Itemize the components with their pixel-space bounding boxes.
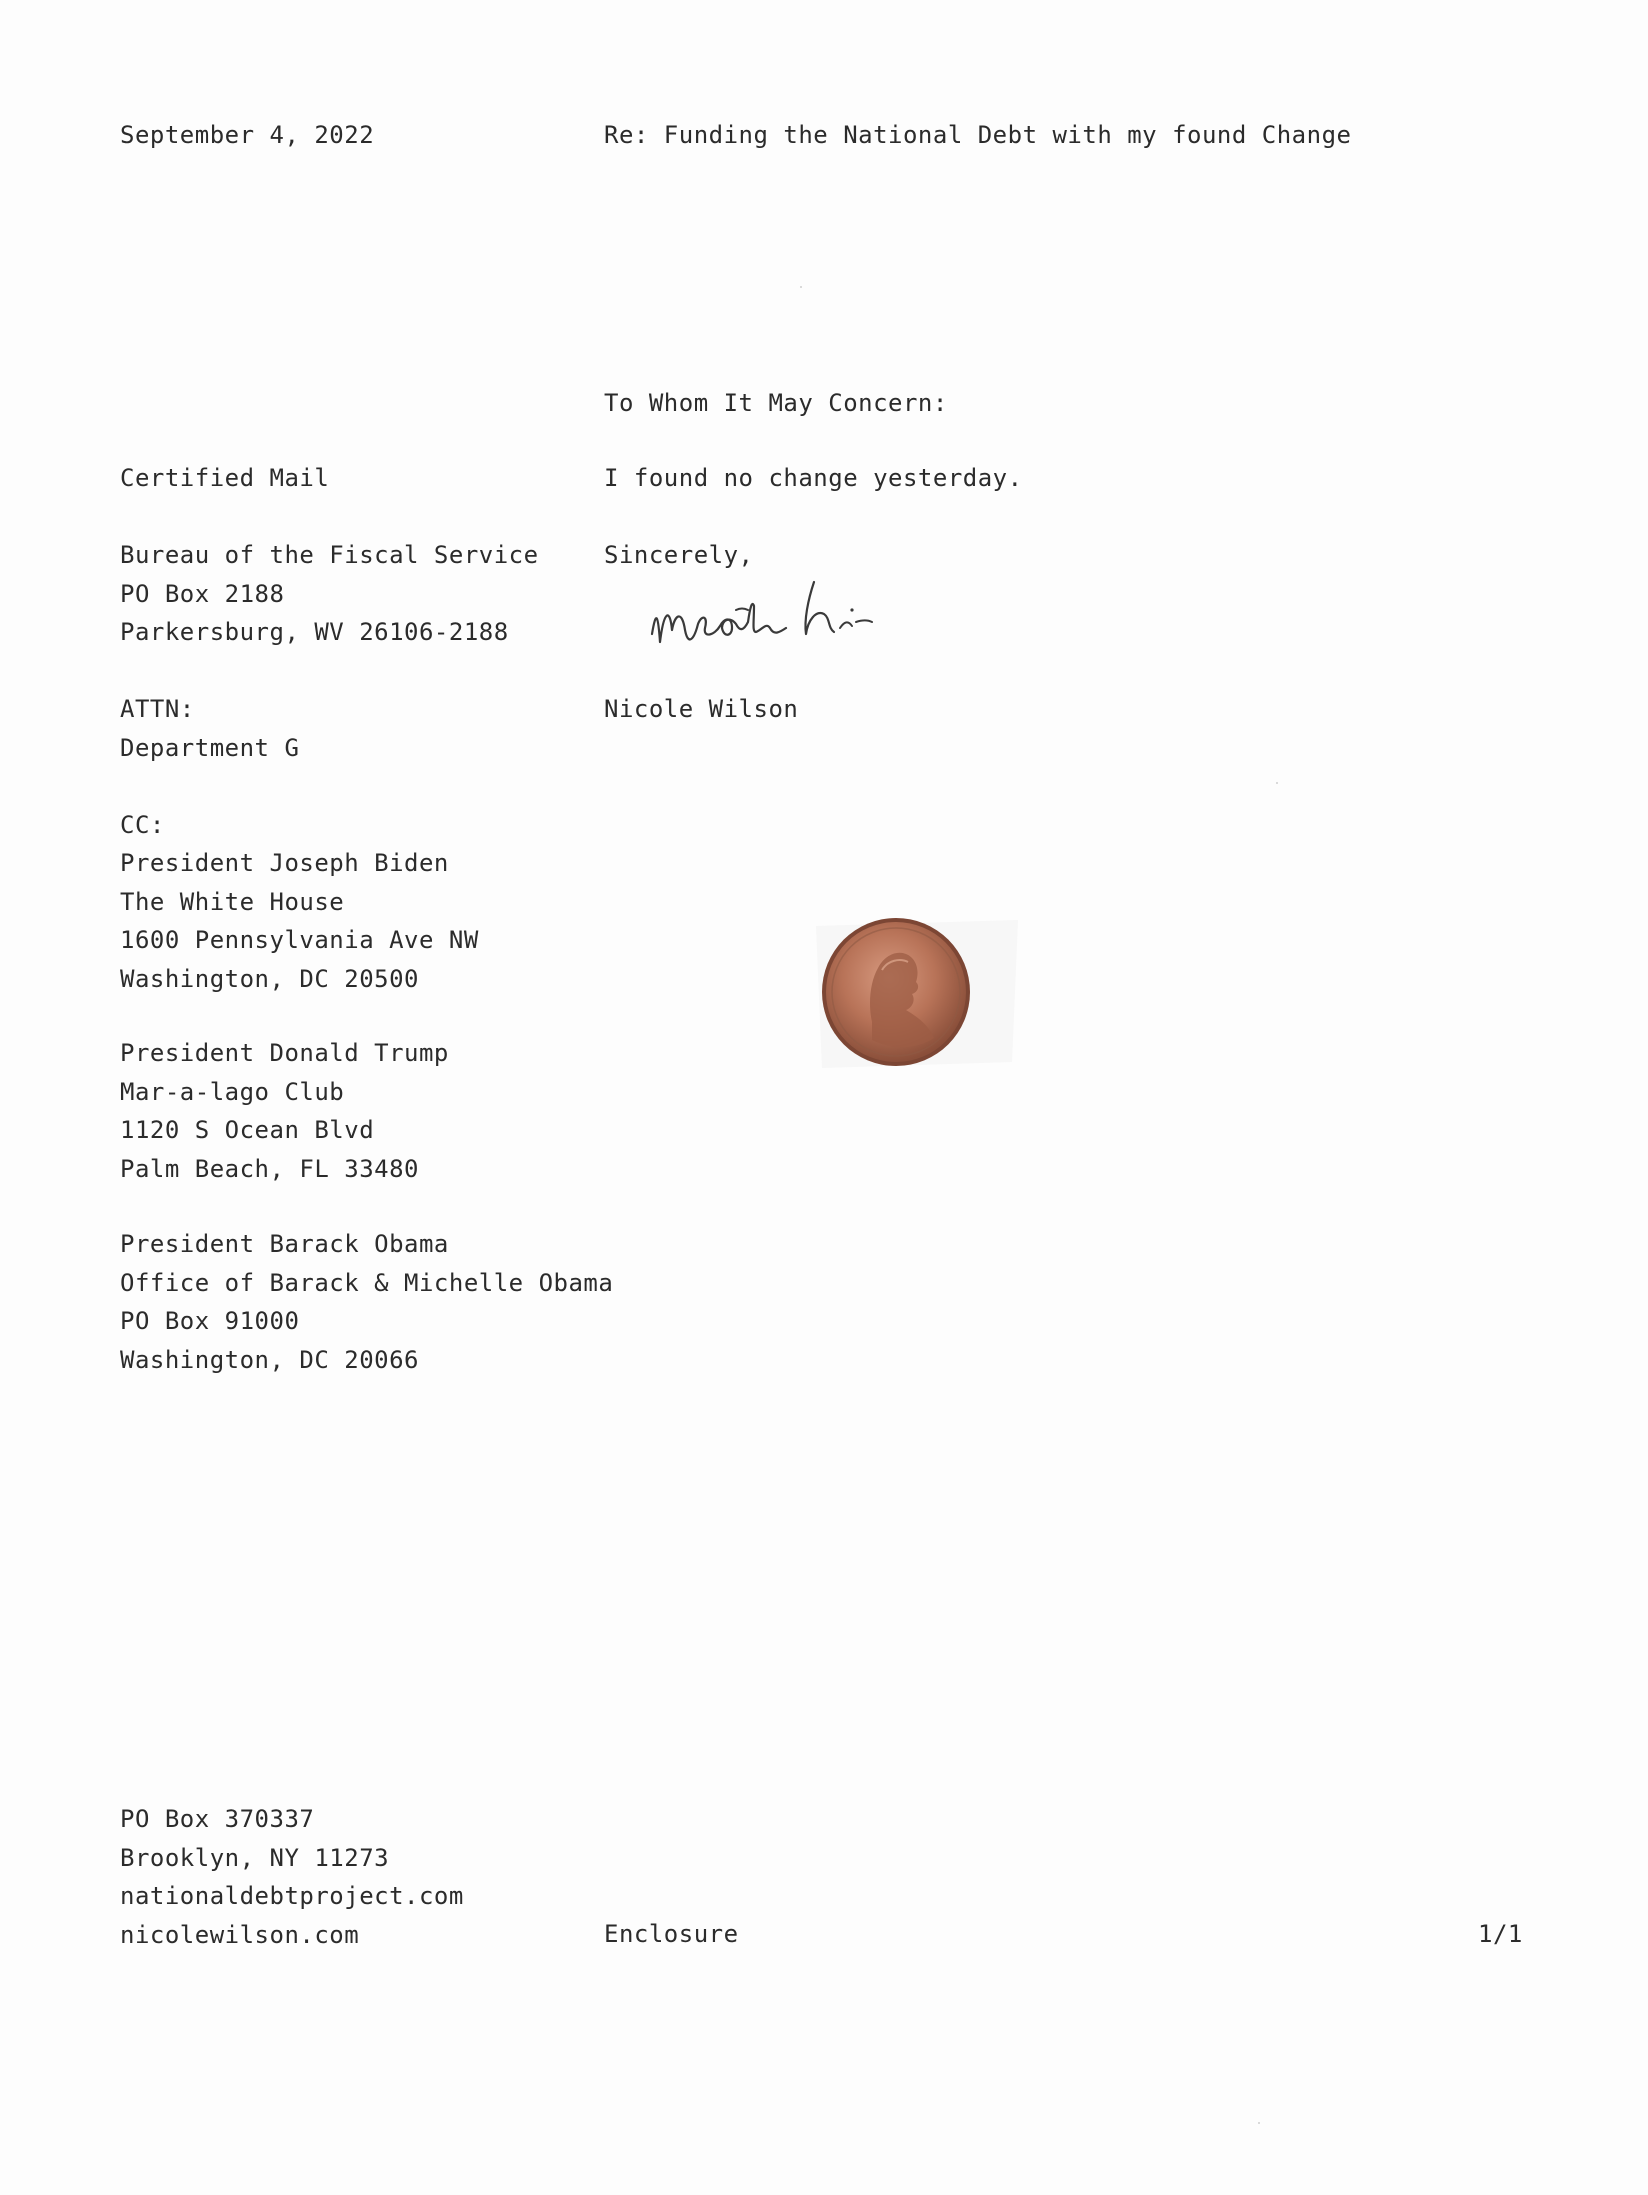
address-line: Brooklyn, NY 11273 — [120, 1843, 390, 1872]
attn-value: Department G — [120, 733, 300, 762]
address-line: Office of Barack & Michelle Obama — [120, 1268, 614, 1297]
letter-body: I found no change yesterday. — [604, 464, 1023, 492]
recipient-address — [120, 536, 539, 652]
penny-image — [812, 912, 1018, 1078]
address-line: Washington, DC 20066 — [120, 1345, 419, 1374]
address-line: Palm Beach, FL 33480 — [120, 1154, 419, 1183]
cc-recipient-biden — [120, 844, 479, 998]
cc-recipient-obama — [120, 1225, 613, 1379]
letter-date: September 4, 2022 — [120, 121, 375, 149]
page-number: 1/1 — [1478, 1920, 1523, 1948]
address-line: Mar-a-lago Club — [120, 1077, 345, 1106]
address-line: President Joseph Biden — [120, 849, 449, 877]
salutation: To Whom It May Concern: — [604, 389, 948, 417]
address-line: 1120 S Ocean Blvd — [120, 1116, 375, 1144]
website-link[interactable]: nicolewilson.com — [120, 1920, 360, 1949]
address-line: Bureau of the Fiscal Service — [120, 541, 539, 569]
paper-speck — [1276, 782, 1278, 784]
enclosure-label: Enclosure — [604, 1920, 739, 1948]
paper-speck — [1258, 2122, 1260, 2124]
address-line: 1600 Pennsylvania Ave NW — [120, 926, 479, 954]
website-link[interactable]: nationaldebtproject.com — [120, 1882, 464, 1910]
address-line: President Donald Trump — [120, 1039, 449, 1067]
address-line: President Barack Obama — [120, 1230, 449, 1258]
attn-block — [120, 690, 299, 767]
mailing-method: Certified Mail — [120, 464, 330, 492]
address-line: PO Box 370337 — [120, 1805, 315, 1833]
cc-label: CC: — [120, 811, 165, 839]
letter-subject: Re: Funding the National Debt with my found Change — [604, 121, 1352, 149]
address-line: PO Box 91000 — [120, 1307, 300, 1335]
address-line: PO Box 2188 — [120, 579, 285, 608]
sender-address — [120, 1800, 464, 1954]
signer-name: Nicole Wilson — [604, 695, 799, 723]
address-line: Washington, DC 20500 — [120, 964, 419, 993]
cc-recipient-trump — [120, 1034, 449, 1188]
address-line: Parkersburg, WV 26106-2188 — [120, 618, 509, 646]
closing: Sincerely, — [604, 541, 754, 569]
address-line: The White House — [120, 887, 345, 916]
handwritten-signature — [648, 570, 968, 670]
paper-speck — [800, 286, 802, 288]
attn-label: ATTN: — [120, 695, 195, 723]
